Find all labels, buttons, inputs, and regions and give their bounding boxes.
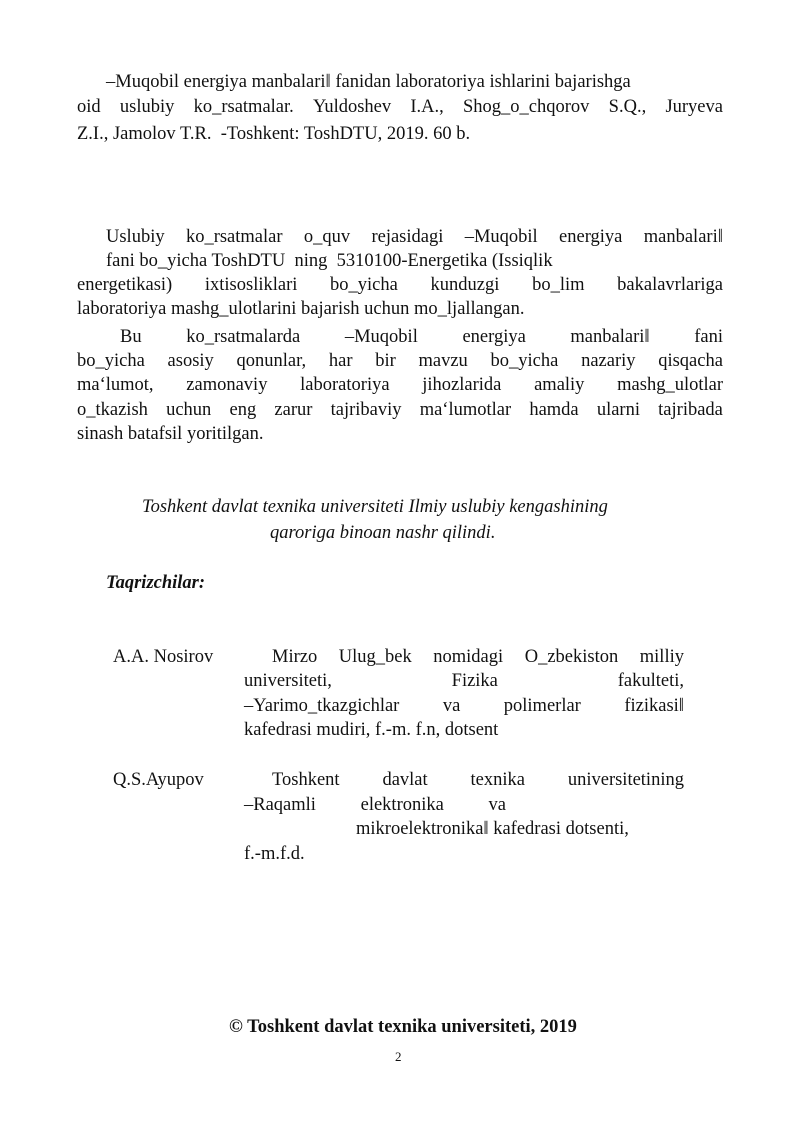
word: energetikasi) [77,275,173,295]
abstract-line: fani bo_yicha ToshDTU ning 5310100-Energetika (Issiqlik [106,251,553,271]
copyright-line: © Toshkent davlat texnika universiteti, 2019 [229,1017,577,1037]
word: Juryeva [665,97,723,117]
word: tajribaviy [330,400,402,420]
word: mavzu [418,351,468,371]
word: va [488,795,506,815]
word: manbalari‖ [570,327,650,347]
reviewer-affiliation-line: mikroelektronika‖ kafedrasi dotsenti, [356,819,629,839]
word: Uslubiy [106,227,165,247]
abstract-line [77,401,723,420]
word: uchun [166,400,212,420]
word: energiya [559,227,623,247]
reviewer-affiliation-line [244,796,506,815]
abstract-line [77,276,723,295]
word: –Raqamli [244,795,316,815]
word: qonunlar, [236,351,307,371]
word: o_tkazish [77,400,148,420]
reviewer-name: Q.S.Ayupov [113,770,204,790]
word: rejasidagi [371,227,444,247]
word: bo_yicha [490,351,559,371]
word: texnika [470,770,525,790]
page-number: 2 [395,1049,402,1064]
word: tajribada [658,400,723,420]
word: uslubiy [119,97,175,117]
word: elektronika [360,795,444,815]
word: ko_rsatmalar. [193,97,294,117]
word: Mirzo [272,647,318,667]
word: Fizika [451,671,498,691]
word: va [442,696,461,716]
word: I.A., [410,97,444,117]
word: O_zbekiston [524,647,619,667]
word: zamonaviy [186,375,268,395]
word: zarur [274,400,313,420]
reviewer-affiliation-line: kafedrasi mudiri, f.-m. f.n, dotsent [244,720,499,740]
word: bo_lim [532,275,585,295]
word: ko_rsatmalar [185,227,283,247]
word: ko_rsatmalarda [186,327,301,347]
citation-line: –Muqobil energiya manbalari‖ fanidan laboratoriya ishlarini bajarishga [106,72,631,92]
citation-line [77,98,723,117]
word: manbalari‖ [643,227,723,247]
word: qisqacha [658,351,723,371]
abstract-line [77,352,723,371]
word: hamda [529,400,579,420]
word: universitetining [567,770,684,790]
word: Ulug_bek [338,647,412,667]
reviewer-name: A.A. Nosirov [113,647,214,667]
word: –Muqobil [344,327,418,347]
reviewer-affiliation-line [244,672,684,691]
word: Shog_o_chqorov [463,97,590,117]
word: eng [229,400,257,420]
word: bakalavrlariga [617,275,723,295]
word: bo_yicha [330,275,398,295]
approval-line: qaroriga binoan nashr qilindi. [270,523,496,543]
abstract-line [77,376,723,395]
word: jihozlarida [422,375,502,395]
word: universiteti, [244,671,332,691]
word: ma‘lumotlar [419,400,512,420]
abstract-line [106,228,723,247]
word: davlat [382,770,428,790]
reviewer-affiliation-line: f.-m.f.d. [244,844,305,864]
word: ma‘lumot, [77,375,154,395]
word: mashg_ulotlar [617,375,723,395]
word: o_quv [303,227,351,247]
word: ularni [596,400,640,420]
abstract-line: laboratoriya mashg_ulotlarini bajarish uchun mo_ljallangan. [77,299,525,319]
word: Yuldoshev [313,97,392,117]
word: energiya [462,327,526,347]
reviewers-heading: Taqrizchilar: [106,573,206,593]
word: nazariy [581,351,636,371]
word: ixtisosliklari [204,275,298,295]
word: Toshkent [272,770,340,790]
word: kunduzgi [430,275,500,295]
abstract-line [120,328,723,347]
word: nomidagi [433,647,504,667]
word: oid [77,97,101,117]
word: Bu [120,327,142,347]
word: –Muqobil [464,227,538,247]
word: laboratoriya [300,375,390,395]
approval-line: Toshkent davlat texnika universiteti Ilmiy uslubiy kengashining [142,497,608,517]
word: polimerlar [503,696,581,716]
word: har [328,351,353,371]
reviewer-affiliation-line [272,771,684,790]
word: bir [375,351,396,371]
word: S.Q., [608,97,647,117]
word: –Yarimo_tkazgichlar [244,696,400,716]
citation-line: Z.I., Jamolov T.R. -Toshkent: ToshDTU, 2019. 60 b. [77,124,471,144]
word: fizikasi‖ [624,696,684,716]
word: bo_yicha [77,351,145,371]
word: milliy [639,647,684,667]
word: asosiy [167,351,214,371]
reviewer-affiliation-line [244,697,684,716]
word: fakulteti, [617,671,684,691]
abstract-line: sinash batafsil yoritilgan. [77,424,264,444]
reviewer-affiliation-line [272,648,684,667]
word: amaliy [534,375,585,395]
word: fani [694,327,723,347]
